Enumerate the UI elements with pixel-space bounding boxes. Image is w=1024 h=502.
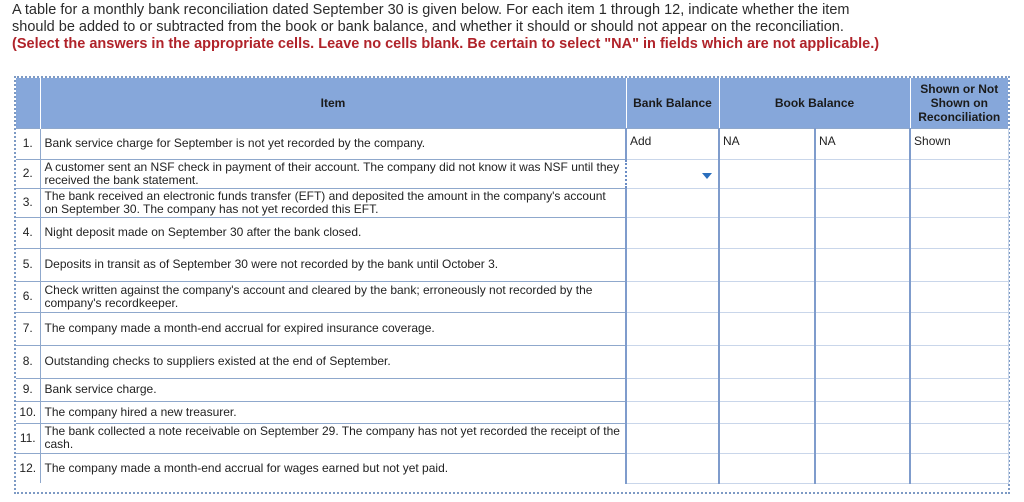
- row-number: 2.: [16, 159, 40, 188]
- table-row: [16, 128, 1008, 159]
- bank-balance-select[interactable]: [626, 453, 719, 483]
- book-balance-select-b[interactable]: [815, 281, 910, 312]
- header-item: Item: [40, 78, 626, 128]
- row-item-text: The bank collected a note receivable on September 29. The company has not yet recorded the receipt of the cash.: [40, 423, 626, 453]
- table-row: [16, 378, 1008, 401]
- book-balance-select-a[interactable]: [719, 159, 815, 188]
- instructions-line-2: should be added to or subtracted from the book or bank balance, and whether it should or should not appear on the reconciliation.: [12, 19, 844, 35]
- table-row: [16, 188, 1008, 217]
- shown-value: Shown: [914, 133, 951, 148]
- shown-select[interactable]: [910, 312, 1008, 345]
- table-row: [16, 423, 1008, 453]
- row-item-text: Check written against the company's account and cleared by the bank; erroneously not recorded by the company's recordkeeper.: [40, 281, 626, 312]
- row-item-text: The bank received an electronic funds transfer (EFT) and deposited the amount in the company's account on September 30. The company has not yet recorded this EFT.: [40, 188, 626, 217]
- row-number: 4.: [16, 217, 40, 248]
- row-item-text: Deposits in transit as of September 30 were not recorded by the bank until October 3.: [40, 248, 626, 281]
- row-number: 8.: [16, 345, 40, 378]
- book-balance-select-a[interactable]: [719, 453, 815, 483]
- instructions-warning: (Select the answers in the appropriate cells. Leave no cells blank. Be certain to select "NA" in fields which are not applicable.): [12, 36, 880, 52]
- table-row: [16, 401, 1008, 423]
- header-shown-line-1: Shown or Not: [920, 81, 999, 96]
- table-row: [16, 217, 1008, 248]
- instructions: [12, 2, 1012, 53]
- book-balance-select-b[interactable]: [815, 312, 910, 345]
- book-balance-select-a[interactable]: [719, 217, 815, 248]
- row-item-text: A customer sent an NSF check in payment of their account. The company did not know it was NSF until they received the bank statement.: [40, 159, 626, 188]
- header-bank-balance: Bank Balance: [626, 78, 719, 128]
- bank-balance-select[interactable]: [626, 423, 719, 453]
- row-item-text: The company made a month-end accrual for expired insurance coverage.: [40, 312, 626, 345]
- shown-select[interactable]: [910, 345, 1008, 378]
- book-balance-select-b[interactable]: [815, 217, 910, 248]
- book-balance-select-b[interactable]: [815, 401, 910, 423]
- bank-balance-select[interactable]: [626, 378, 719, 401]
- table-row: [16, 312, 1008, 345]
- book-balance-select-b[interactable]: [815, 128, 910, 159]
- book-balance-select-a[interactable]: [719, 188, 815, 217]
- bank-balance-select[interactable]: [626, 188, 719, 217]
- row-number: 12.: [16, 453, 40, 483]
- book-balance-select-a[interactable]: [719, 345, 815, 378]
- book-balance-select-a[interactable]: [719, 401, 815, 423]
- shown-select[interactable]: [910, 423, 1008, 453]
- reconciliation-table-container: [14, 76, 1010, 494]
- bank-balance-select[interactable]: [626, 248, 719, 281]
- book-balance-select-b[interactable]: [815, 453, 910, 483]
- chevron-down-icon[interactable]: [702, 173, 712, 179]
- book-balance-select-b[interactable]: [815, 378, 910, 401]
- shown-select[interactable]: [910, 217, 1008, 248]
- book-balance-select-a[interactable]: [719, 423, 815, 453]
- table-row: [16, 345, 1008, 378]
- header-number: [16, 78, 40, 128]
- row-number: 9.: [16, 378, 40, 401]
- row-item-text: The company hired a new treasurer.: [40, 401, 626, 423]
- table-row: [16, 248, 1008, 281]
- row-number: 3.: [16, 188, 40, 217]
- bank-balance-select[interactable]: [626, 128, 719, 159]
- header-shown: [910, 78, 1008, 128]
- row-item-text: Bank service charge.: [40, 378, 626, 401]
- row-number: 10.: [16, 401, 40, 423]
- row-number: 6.: [16, 281, 40, 312]
- bank-balance-select[interactable]: [626, 345, 719, 378]
- shown-select[interactable]: [910, 128, 1008, 159]
- table-row: [16, 159, 1008, 188]
- row-number: 5.: [16, 248, 40, 281]
- shown-select[interactable]: [910, 401, 1008, 423]
- header-row: [16, 78, 1008, 128]
- book-balance-select-b[interactable]: [815, 423, 910, 453]
- book-balance-select-a[interactable]: [719, 281, 815, 312]
- book-balance-select-b[interactable]: [815, 248, 910, 281]
- row-item-text: The company made a month-end accrual for wages earned but not yet paid.: [40, 453, 626, 483]
- table-row: [16, 453, 1008, 483]
- bank-balance-select[interactable]: [626, 312, 719, 345]
- row-number: 11.: [16, 423, 40, 453]
- row-number: 7.: [16, 312, 40, 345]
- header-shown-line-2: Shown on: [930, 95, 988, 110]
- row-item-text: Night deposit made on September 30 after the bank closed.: [40, 217, 626, 248]
- book-balance-select-a[interactable]: [719, 378, 815, 401]
- book-balance-select-a[interactable]: [719, 128, 815, 159]
- shown-select[interactable]: [910, 378, 1008, 401]
- shown-select[interactable]: [910, 453, 1008, 483]
- shown-select[interactable]: [910, 188, 1008, 217]
- bank-balance-value: Add: [630, 133, 652, 148]
- instructions-line-1: A table for a monthly bank reconciliation dated September 30 is given below. For each item 1 through 12, indicate whether the item: [12, 2, 850, 18]
- book-balance-select-a[interactable]: [719, 312, 815, 345]
- header-shown-line-3: Reconciliation: [918, 109, 1001, 124]
- header-book-balance: Book Balance: [719, 78, 910, 128]
- reconciliation-table: [16, 78, 1009, 484]
- bank-balance-select[interactable]: [626, 159, 719, 188]
- book-balance-select-b[interactable]: [815, 345, 910, 378]
- row-item-text: Outstanding checks to suppliers existed at the end of September.: [40, 345, 626, 378]
- book-balance-a-value: NA: [723, 133, 740, 148]
- bank-balance-select[interactable]: [626, 217, 719, 248]
- bank-balance-select[interactable]: [626, 401, 719, 423]
- book-balance-b-value: NA: [819, 133, 836, 148]
- book-balance-select-b[interactable]: [815, 159, 910, 188]
- bank-balance-select[interactable]: [626, 281, 719, 312]
- shown-select[interactable]: [910, 281, 1008, 312]
- book-balance-select-b[interactable]: [815, 188, 910, 217]
- shown-select[interactable]: [910, 248, 1008, 281]
- row-number: 1.: [16, 128, 40, 159]
- row-item-text: Bank service charge for September is not yet recorded by the company.: [40, 128, 626, 159]
- shown-select[interactable]: [910, 159, 1008, 188]
- table-row: [16, 281, 1008, 312]
- book-balance-select-a[interactable]: [719, 248, 815, 281]
